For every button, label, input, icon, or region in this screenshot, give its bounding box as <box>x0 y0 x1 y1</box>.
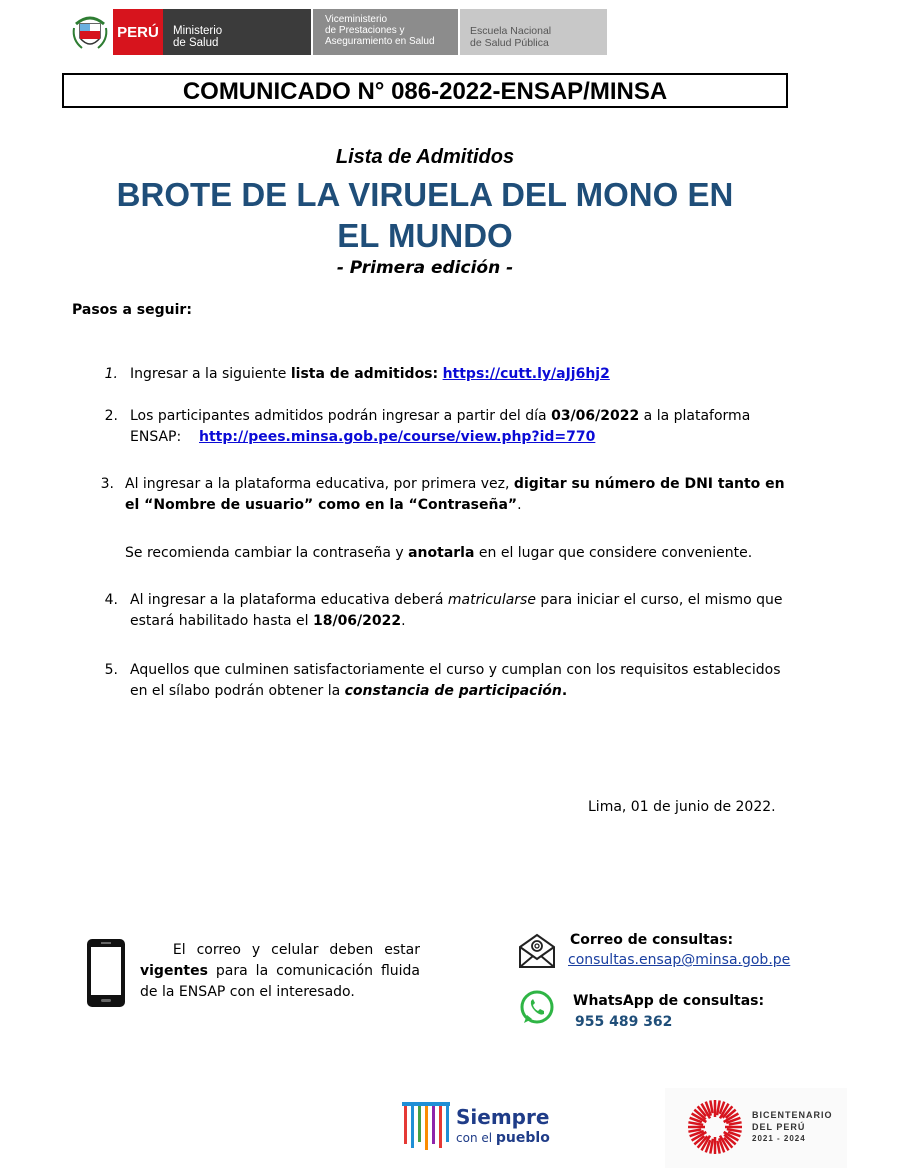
step-4: Al ingresar a la plataforma educativa deberá matricularse para iniciar el curso, el mismo que estará habilitado hasta el 18/06/2022. <box>130 592 783 629</box>
con-el-pueblo-text: con el pueblo <box>456 1130 550 1146</box>
contact-notice: El correo y celular deben estar vigentes para la comunicación fluida de la ENSAP con el interesado. <box>140 942 420 1000</box>
step-3-number: 3. <box>100 476 114 492</box>
bicentenario-sun-icon <box>686 1098 744 1156</box>
date-line: Lima, 01 de junio de 2022. <box>588 799 776 815</box>
step-2: Los participantes admitidos podrán ingresar a partir del día 03/06/2022 a la plataforma ENSAP: http://pees.minsa.gob.pe/course/view.php?id=770 <box>130 408 751 445</box>
whatsapp-number: 955 489 362 <box>575 1014 673 1030</box>
edition-label: - Primera edición - <box>336 258 514 278</box>
step-3-note: Se recomienda cambiar la contraseña y anotarla en el lugar que considere conveniente. <box>125 545 753 561</box>
admitted-list-link[interactable]: https://cutt.ly/aJj6hj2 <box>442 366 610 382</box>
email-label: Correo de consultas: <box>570 932 734 948</box>
del-peru-text: DEL PERÚ <box>752 1122 806 1132</box>
step-3: Al ingresar a la plataforma educativa, por primera vez, digitar su número de DNI tanto en el “Nombre de usuario” como en la “Contraseña”. <box>125 476 785 513</box>
platform-course-link[interactable]: http://pees.minsa.gob.pe/course/view.php?id=770 <box>199 429 596 445</box>
comunicado-heading: COMUNICADO N° 086-2022-ENSAP/MINSA <box>62 73 788 108</box>
peru-logo: PERÚ <box>113 9 163 55</box>
peru-coat-of-arms-icon <box>70 10 110 54</box>
bicentenario-text: BICENTENARIO <box>752 1110 833 1120</box>
ministerio-logo: Ministerio de Salud <box>163 9 311 55</box>
page-title: BROTE DE LA VIRUELA DEL MONO EN EL MUNDO <box>116 176 734 254</box>
mobile-phone-icon <box>86 938 126 1008</box>
step-1-number: 1. <box>104 366 118 382</box>
step-2-number: 2. <box>104 408 118 424</box>
step-1: Ingresar a la siguiente lista de admitidos: https://cutt.ly/aJj6hj2 <box>130 366 610 382</box>
step-5: Aquellos que culminen satisfactoriamente el curso y cumplan con los requisitos establecidos en el sílabo podrán obtener la constancia de participación. <box>130 662 781 699</box>
viceministerio-logo: Viceministerio de Prestaciones y Aseguramiento en Salud <box>313 9 458 55</box>
whatsapp-label: WhatsApp de consultas: <box>573 993 765 1009</box>
step-4-number: 4. <box>104 592 118 608</box>
email-link[interactable]: consultas.ensap@minsa.gob.pe <box>568 952 791 968</box>
whatsapp-icon <box>519 990 555 1026</box>
years-text: 2021 - 2024 <box>752 1134 806 1143</box>
siempre-con-el-pueblo-icon <box>402 1100 452 1152</box>
escuela-logo: Escuela Nacional de Salud Pública <box>460 9 607 55</box>
siempre-logo-text: Siempre <box>456 1105 550 1129</box>
steps-heading: Pasos a seguir: <box>72 302 192 318</box>
email-icon <box>518 933 556 969</box>
step-5-number: 5. <box>104 662 118 678</box>
subtitle: Lista de Admitidos <box>335 146 515 168</box>
